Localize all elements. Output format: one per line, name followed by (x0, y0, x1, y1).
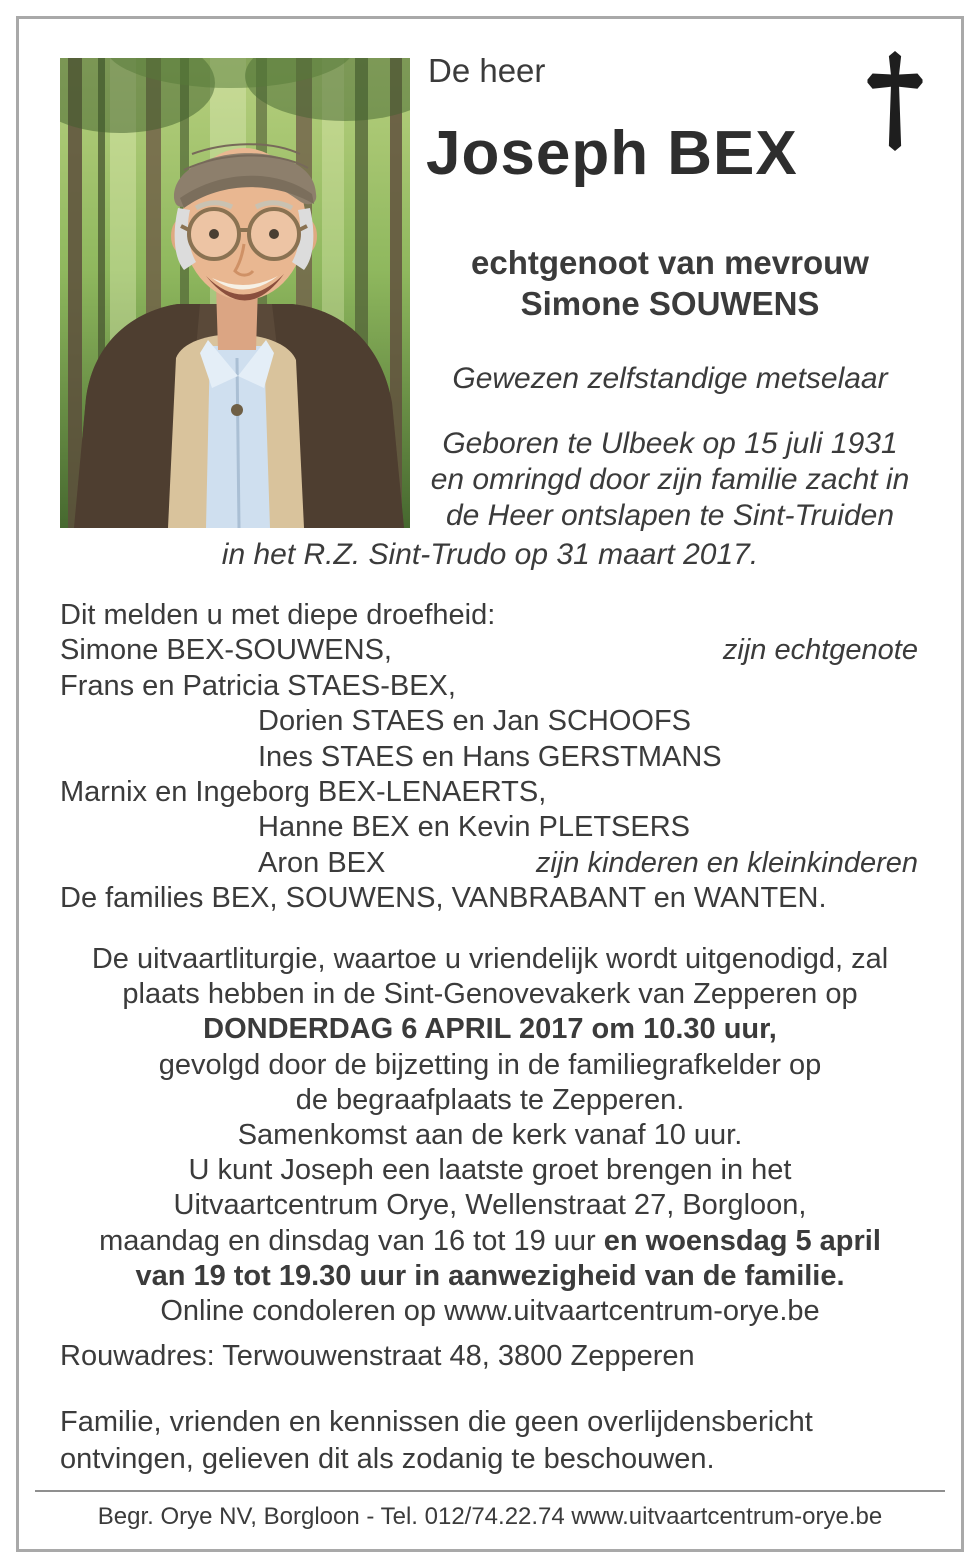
life-line: Geboren te Ulbeek op 15 juli 1931 (442, 427, 898, 460)
relation-note: zijn kinderen en kleinkinderen (535, 846, 918, 879)
spouse-block (415, 242, 925, 324)
footer-divider (35, 1490, 945, 1492)
family-member: Aron BEX (258, 846, 386, 879)
ceremony-line: gevolgd door de bijzetting in de familiegrafkelder op (158, 1048, 822, 1081)
family-line: Dorien STAES en Jan SCHOOFS (258, 705, 692, 738)
visiting-hours: maandag en dinsdag van 16 tot 19 uur (99, 1224, 604, 1257)
ceremony-line: plaats hebben in de Sint-Genovevakerk van Zepperen op (122, 978, 858, 1011)
funeral-home-footer: Begr. Orye NV, Borgloon - Tel. 012/74.22.74 www.uitvaartcentrum-orye.be (97, 1503, 883, 1530)
ceremony-line: U kunt Joseph een laatste groet brengen in het (188, 1154, 792, 1187)
family-line: Hanne BEX en Kevin PLETSERS (258, 811, 691, 844)
condolence-website-line: Online condoleren op www.uitvaartcentrum-orye.be (160, 1295, 820, 1328)
ceremony-line: De uitvaartliturgie, waartoe u vriendelijk wordt uitgenodigd, zal (91, 943, 889, 975)
profession: Gewezen zelfstandige metselaar (452, 362, 888, 395)
funeral-details (52, 942, 928, 1329)
family-member: Simone BEX-SOUWENS, (60, 634, 392, 667)
family-line: Frans en Patricia STAES-BEX, (60, 669, 456, 702)
relation-note: zijn echtgenote (722, 634, 918, 667)
notice-line: Familie, vrienden en kennissen die geen overlijdensbericht (60, 1406, 813, 1438)
ceremony-line: Uitvaartcentrum Orye, Wellenstraat 27, Borgloon, (173, 1189, 807, 1222)
ceremony-date-time: DONDERDAG 6 APRIL 2017 om 10.30 uur, (203, 1013, 777, 1046)
visiting-hours-emphasis: van 19 tot 19.30 uur in aanwezigheid van de familie. (135, 1259, 845, 1292)
life-dates (415, 426, 925, 534)
family-line: De families BEX, SOUWENS, VANBRABANT en WANTEN. (60, 882, 827, 915)
spouse-intro: echtgenoot van mevrouw (471, 244, 869, 281)
life-line: en omringd door zijn familie zacht in (430, 463, 910, 496)
portrait-photo (60, 58, 410, 528)
notice-line: ontvingen, gelieven dit als zodanig te beschouwen. (60, 1443, 715, 1475)
spouse-name: Simone SOUWENS (520, 285, 820, 322)
family-line: Ines STAES en Hans GERSTMANS (258, 740, 722, 773)
notice (60, 1404, 920, 1478)
salutation: De heer (428, 52, 546, 89)
ceremony-line (52, 1224, 928, 1259)
family-line: Marnix en Ingeborg BEX-LENAERTS, (60, 776, 547, 809)
family-line (60, 846, 918, 881)
life-line: de Heer ontslapen te Sint-Truiden (445, 499, 895, 532)
visiting-hours-emphasis: en woensdag 5 april (603, 1224, 881, 1257)
family-line (60, 633, 918, 668)
family-intro: Dit melden u met diepe droefheid: (60, 599, 496, 631)
life-line-final: in het R.Z. Sint-Trudo op 31 maart 2017. (221, 538, 759, 571)
mourning-address: Rouwadres: Terwouwenstraat 48, 3800 Zepperen (60, 1340, 695, 1372)
family-announcement (60, 598, 918, 917)
ceremony-line: de begraafplaats te Zepperen. (295, 1083, 685, 1116)
deceased-name: Joseph BEX (426, 119, 798, 188)
elderly-man-forest-illustration (60, 58, 410, 528)
cross-icon (866, 50, 924, 152)
ceremony-line: Samenkomst aan de kerk vanaf 10 uur. (237, 1119, 743, 1152)
